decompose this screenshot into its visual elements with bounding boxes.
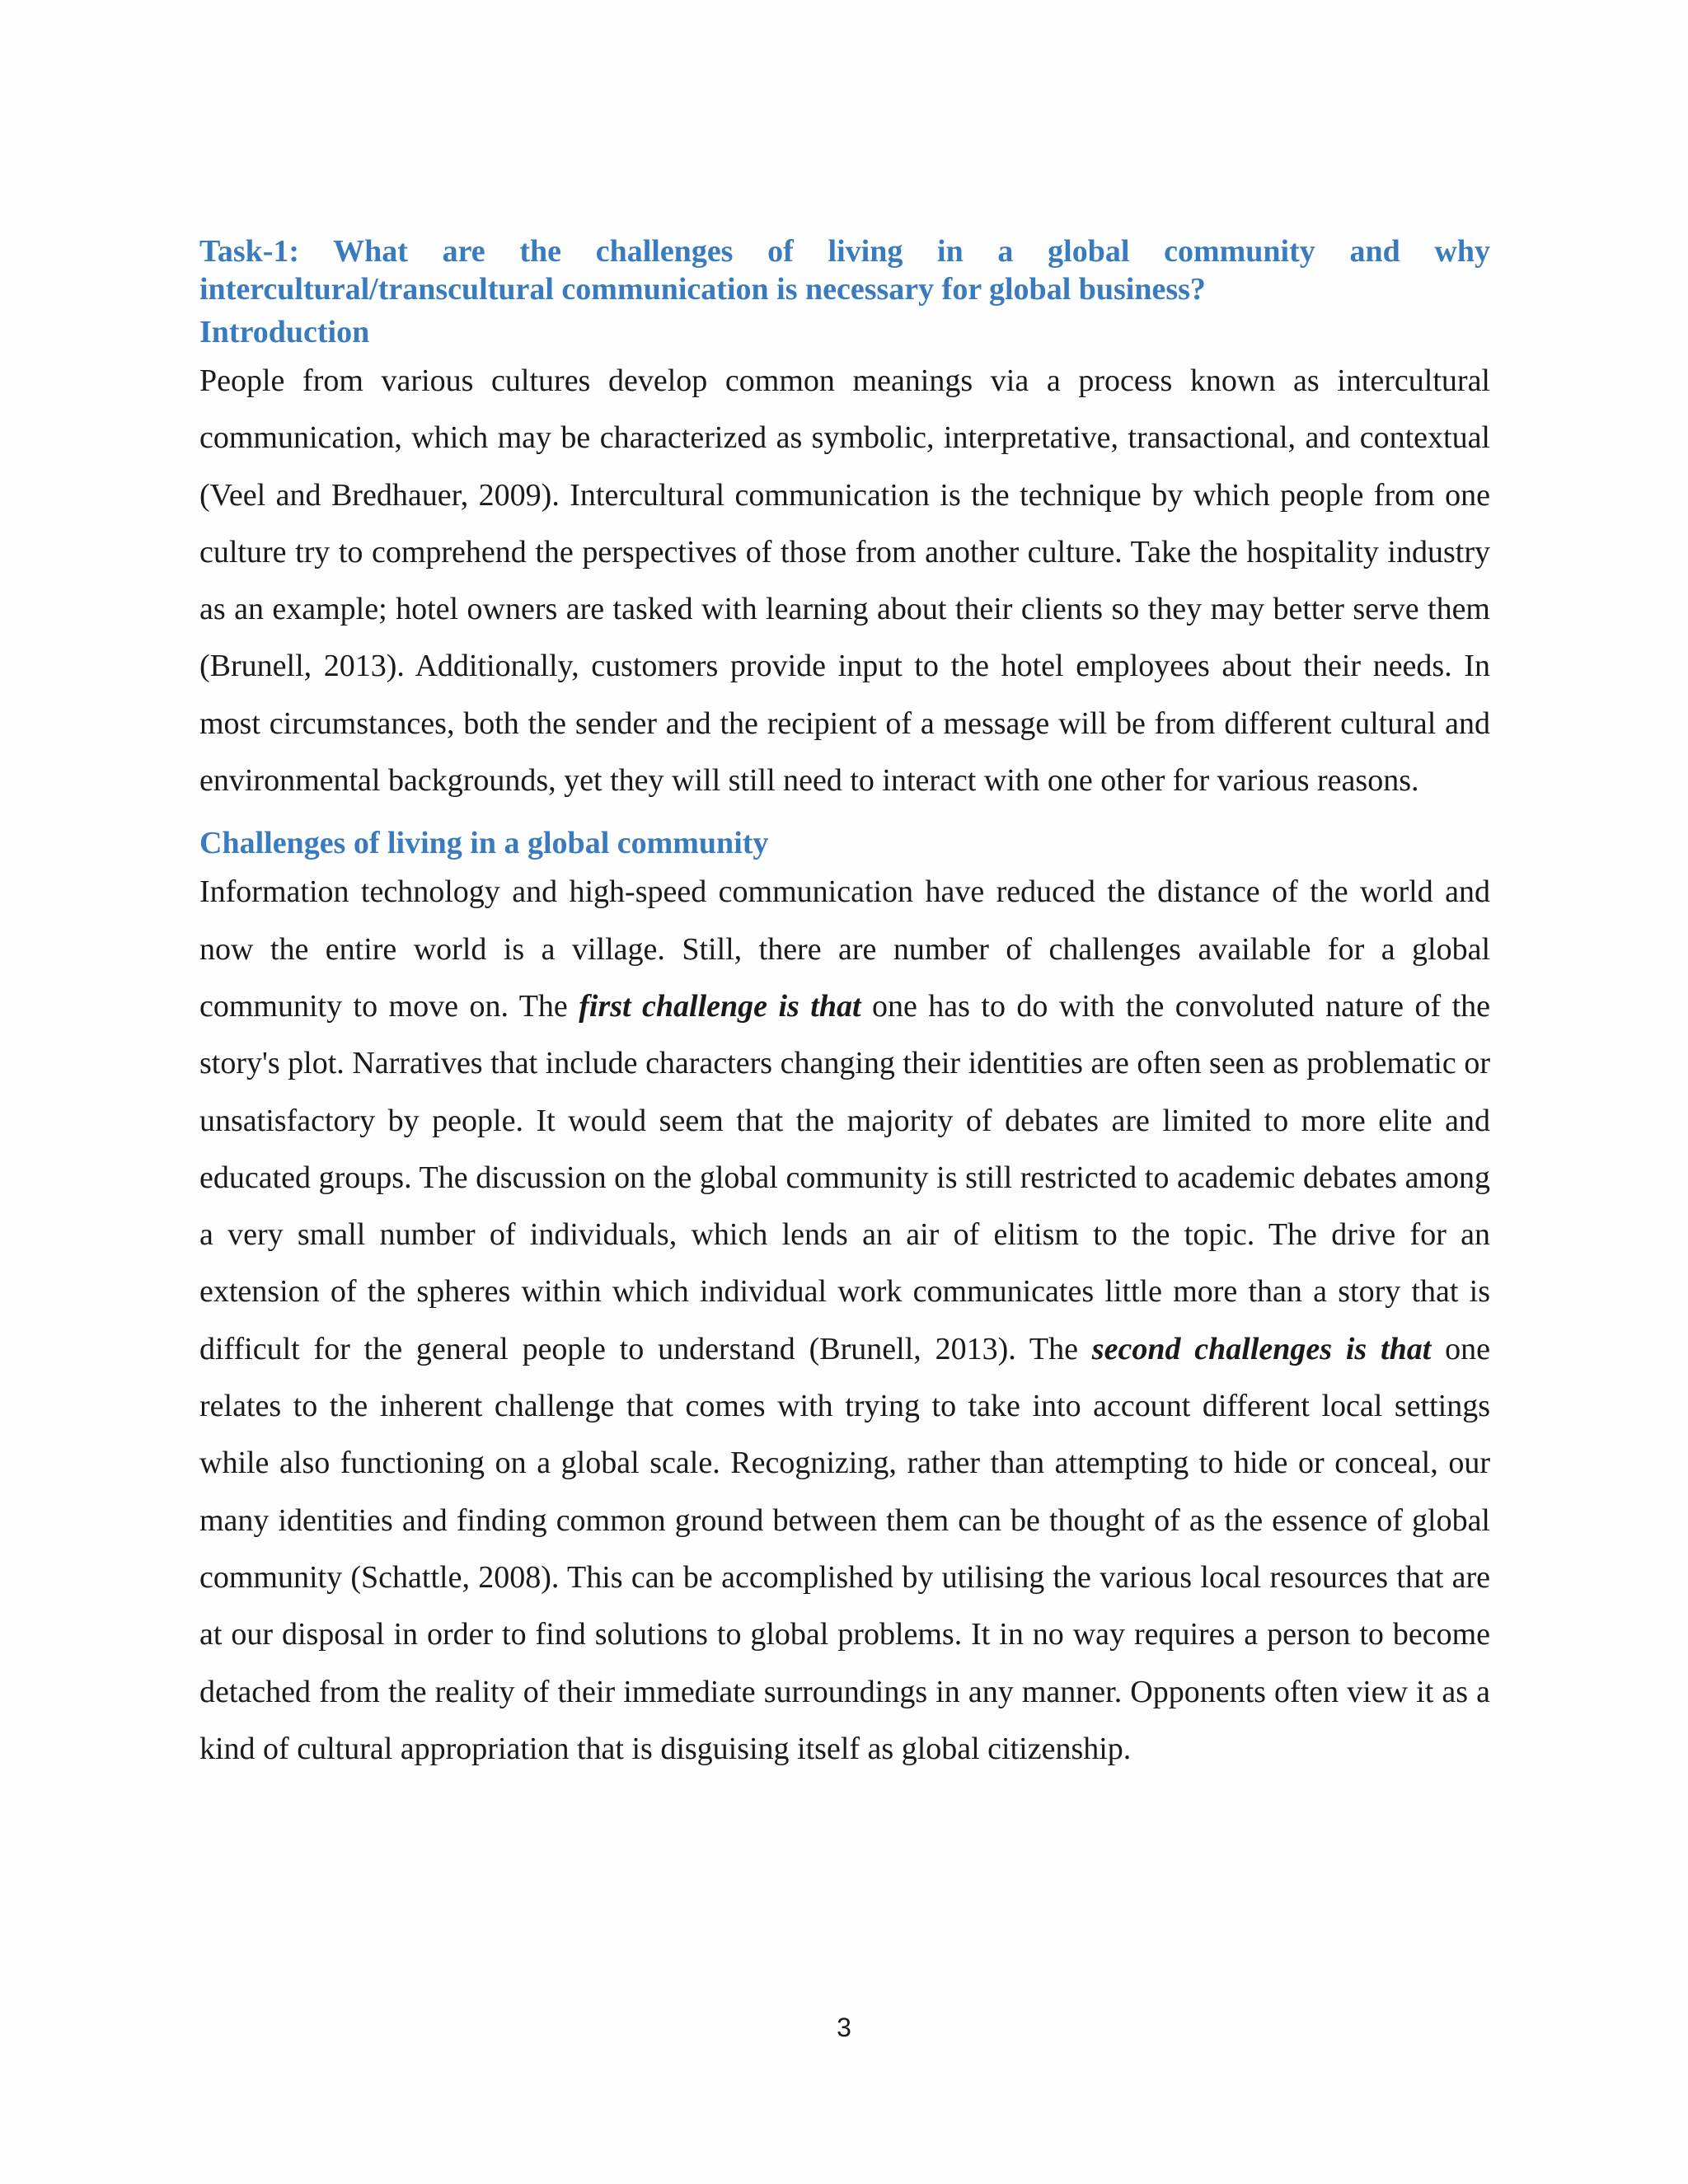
page-content [199, 232, 1490, 1778]
first-challenge-emphasis: first challenge is that [579, 988, 861, 1024]
introduction-paragraph: People from various cultures develop common meanings via a process known as intercultural communication, which may be characterized as symbolic, interpretative, transactional, and contextual (Veel and Bredhauer, 2009). Intercultural communication is the technique by which people from one culture try to comprehend the perspectives of those from another culture. Take the hospitality industry as an example; hotel owners are tasked with learning about their clients so they may better serve them (Brunell, 2013). Additionally, customers provide input to the hotel employees about their needs. In most circumstances, both the sender and the recipient of a message will be from different cultural and environmental backgrounds, yet they will still need to interact with one other for various reasons. [199, 363, 1490, 799]
challenges-paragraph [199, 864, 1490, 1778]
challenges-text-part-2: one has to do with the convoluted nature of the story's plot. Narratives that include characters changing their identities are often seen as problematic or unsatisfactory by people. It would seem that the majority of debates are limited to more elite and educated groups. The discussion on the global community is still restricted to academic debates among a very small number of individuals, which lends an air of elitism to the topic. The drive for an extension of the spheres within which individual work communicates little more than a story that is difficult for the general people to understand (Brunell, 2013). The [199, 988, 1490, 1366]
second-challenge-emphasis: second challenges is that [1091, 1331, 1432, 1366]
page-number: 3 [837, 2013, 851, 2042]
introduction-heading: Introduction [199, 315, 370, 349]
challenges-text-part-1: Information technology and high-speed communication have reduced the distance of the world and now the entire world is a village. Still, there are number of challenges available for a global community to move on. The [199, 874, 1490, 1024]
challenges-text-part-3: one relates to the inherent challenge that comes with trying to take into account different local settings while also functioning on a global scale. Recognizing, rather than attempting to hide or conceal, our many identities and finding common ground between them can be thought of as the essence of global community (Schattle, 2008). This can be accomplished by utilising the various local resources that are at our disposal in order to find solutions to global problems. It in no way requires a person to become detached from the reality of their immediate surroundings in any manner. Opponents often view it as a kind of cultural appropriation that is disguising itself as global citizenship. [199, 1331, 1490, 1766]
task-heading-line-1: Task-1: What are the challenges of living in a global community and why [199, 234, 1490, 269]
task-heading [199, 232, 1490, 308]
task-heading-line-2: intercultural/transcultural communication is necessary for global business? [199, 272, 1206, 307]
challenges-heading: Challenges of living in a global community [199, 826, 769, 861]
